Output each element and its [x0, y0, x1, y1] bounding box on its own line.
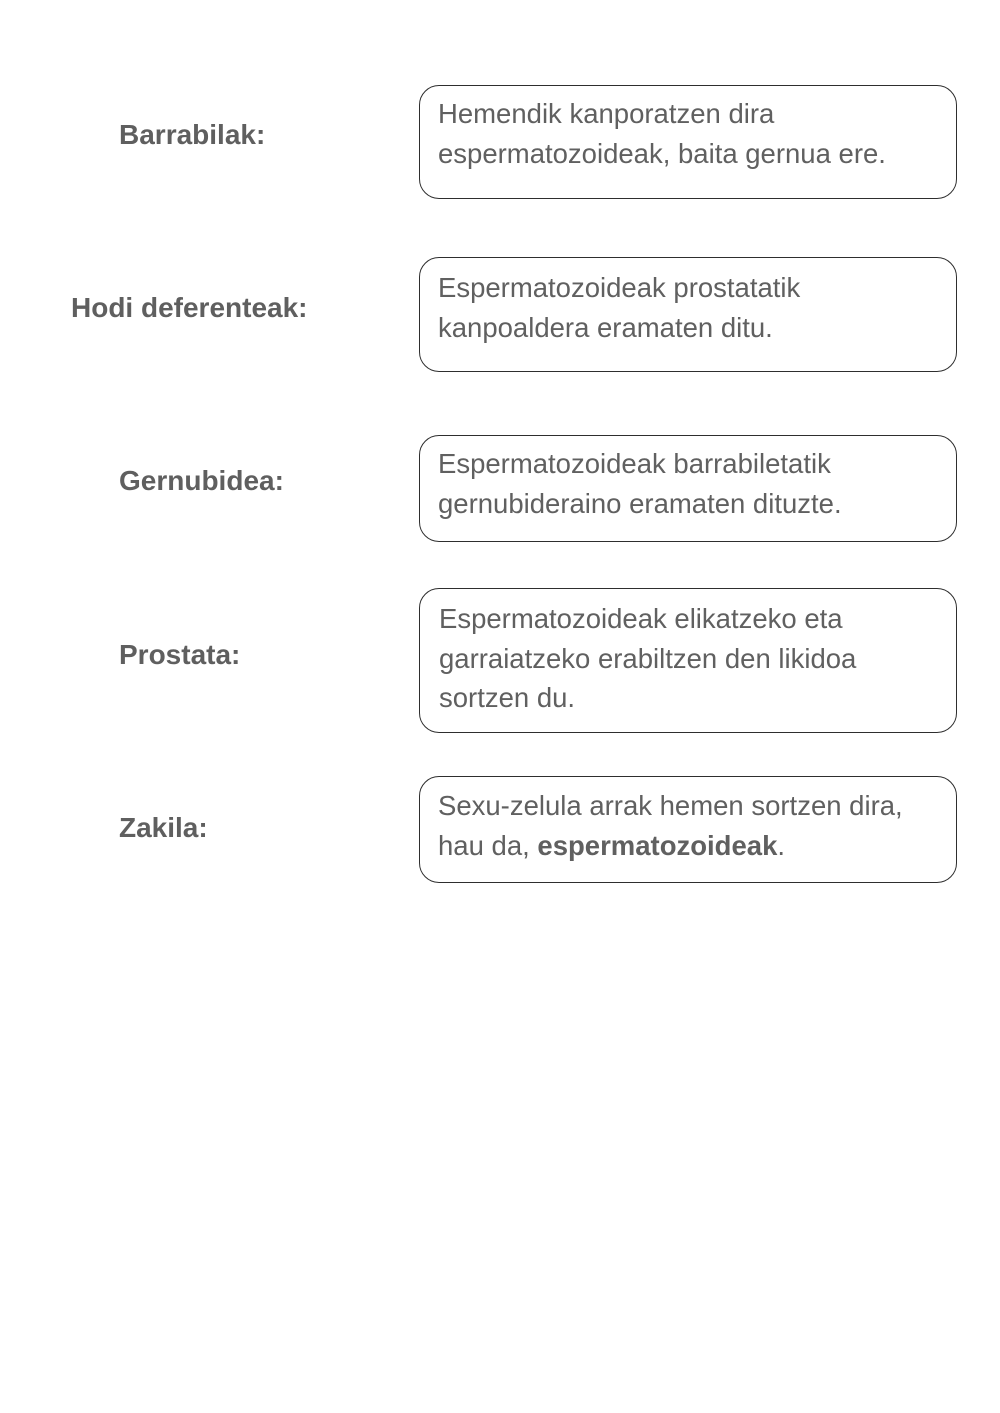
- term-label-gernubidea: Gernubidea:: [119, 465, 284, 496]
- definition-box-3[interactable]: [419, 435, 957, 542]
- definition-text-5-bold: espermatozoideak: [537, 829, 778, 861]
- definition-box-4[interactable]: [419, 588, 957, 733]
- term-label-barrabilak: Barrabilak:: [119, 119, 266, 150]
- definition-text-2: Espermatozoideak prostatatik kanpoaldera eramaten ditu.: [438, 272, 801, 343]
- definition-text-3: Espermatozoideak barrabiletatik gernubideraino eramaten dituzte.: [438, 448, 842, 519]
- definition-text-4: Espermatozoideak elikatzeko eta garraiatzeko erabiltzen den likidoa sortzen du.: [439, 603, 857, 713]
- definition-box-2[interactable]: [419, 257, 957, 372]
- term-label-hodi-deferenteak: Hodi deferenteak:: [71, 292, 308, 323]
- definition-text-5-end: .: [777, 829, 786, 861]
- definition-box-1[interactable]: [419, 85, 957, 199]
- definition-text-5-start: Sexu-zelula arrak hemen sortzen dira, hau da,: [438, 790, 903, 861]
- definition-box-5[interactable]: [419, 776, 957, 883]
- definition-text-1: Hemendik kanporatzen dira espermatozoideak, baita gernua ere.: [438, 98, 886, 169]
- term-label-prostata: Prostata:: [119, 639, 241, 670]
- term-label-zakila: Zakila:: [119, 812, 208, 843]
